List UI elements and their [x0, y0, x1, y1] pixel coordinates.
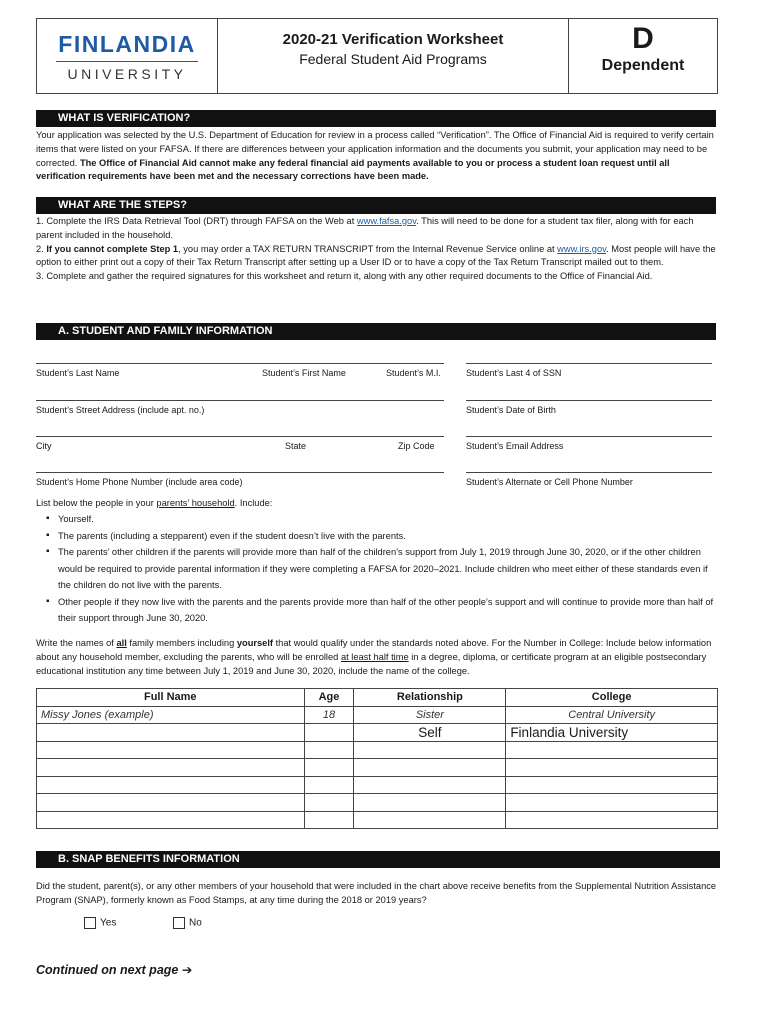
dob-field-line[interactable] [466, 400, 712, 401]
name-cell[interactable] [37, 724, 305, 742]
criteria-item: ▪ The parents (including a stepparent) even if the student doesn’t live with the parents. [36, 528, 716, 545]
steps-list [36, 215, 720, 284]
instructions-text: family members including [126, 638, 237, 648]
no-checkbox[interactable] [173, 917, 185, 929]
ssn-field-line[interactable] [466, 363, 712, 364]
continued-note [36, 962, 192, 977]
section-a-heading: A. STUDENT AND FAMILY INFORMATION [36, 323, 716, 340]
instructions-text: that would qualify under the standards noted above. For the Number in College: Include below information about any household member, excluding the parents, who will be enrolled [36, 638, 712, 662]
criteria-item: ▪ The parents’ other children if the parents will provide more than half of the children’s support from July 1, 2019 through June 30, 2020, or if the other children would be required to provide parental information if they were completing a FAFSA for 2020–2021. Include children who meet either of these standards even if the children do not live with the parents. [36, 544, 716, 594]
example-relationship: Sister [354, 706, 506, 724]
age-cell[interactable] [304, 776, 354, 794]
age-cell[interactable] [304, 741, 354, 759]
verification-text [36, 129, 720, 184]
example-name: Missy Jones (example) [37, 706, 305, 724]
last-name-label: Student’s Last Name [36, 368, 120, 378]
age-cell[interactable] [304, 759, 354, 777]
name-field-line[interactable] [36, 363, 444, 364]
verification-heading: WHAT IS VERIFICATION? [36, 110, 716, 127]
snap-question: Did the student, parent(s), or any other members of your household that were included in the chart above receive benefits from the Supplemental Nutrition Assistance Program (SNAP), formerly known as Food Stamps, at any time during the 2018 or 2019 years? [36, 881, 717, 905]
form-title: 2020-21 Verification Worksheet [282, 31, 504, 48]
instructions-all: all [116, 638, 127, 648]
instructions-half-time: at least half time [340, 651, 409, 662]
title-block [218, 19, 569, 93]
email-field-line[interactable] [466, 436, 712, 437]
college-cell[interactable] [506, 776, 718, 794]
table-row [37, 811, 718, 829]
yes-label: Yes [100, 917, 117, 929]
col-age: Age [304, 689, 354, 707]
college-cell[interactable] [506, 794, 718, 812]
criteria-item: ▪ Yourself. [36, 511, 716, 528]
step-1 [36, 215, 720, 243]
table-row [37, 741, 718, 759]
household-intro [36, 497, 720, 511]
example-college: Central University [506, 706, 718, 724]
instructions-yourself: yourself [236, 638, 274, 648]
home-phone-field-line[interactable] [36, 472, 444, 473]
relationship-cell[interactable]: Self [354, 724, 506, 742]
relationship-cell[interactable] [354, 811, 506, 829]
col-full-name: Full Name [37, 689, 305, 707]
table-header-row [37, 689, 718, 707]
table-row [37, 776, 718, 794]
relationship-cell[interactable] [354, 759, 506, 777]
university-logo [37, 19, 218, 93]
col-college: College [506, 689, 718, 707]
ssn-label: Student’s Last 4 of SSN [466, 368, 562, 378]
city-label: City [36, 441, 52, 451]
form-header [36, 18, 718, 94]
step-1-text-end: . This will need to be done for a student tax filer, along with for each parent included in the household. [36, 216, 694, 240]
alt-phone-label: Student’s Alternate or Cell Phone Number [466, 477, 633, 487]
college-cell[interactable] [506, 741, 718, 759]
continued-text: Continued on next page [36, 963, 179, 977]
address-field-line[interactable] [36, 400, 444, 401]
college-cell[interactable] [506, 811, 718, 829]
right-arrow-icon: ➔ [181, 963, 193, 977]
household-criteria-list [36, 511, 716, 627]
form-subtitle: Federal Student Aid Programs [299, 51, 487, 67]
name-cell[interactable] [37, 811, 305, 829]
instructions-text-end: in a degree, diploma, or certificate program at an eligible postsecondary educational institution any time between July 1, 2019 and June 30, 2020, include the name of the college. [36, 651, 707, 676]
step-3: 3. Complete and gather the required signatures for this worksheet and return it, along with any other required documents to the Office of Financial Aid. [36, 271, 653, 282]
step-2-number: 2. [36, 243, 47, 254]
step-2-text-end: . Most people will have the option to either print out a copy of their Tax Return Transcript after setting up a User ID or to have a copy of the Tax Return Transcript mailed out to them. [36, 243, 716, 268]
yes-checkbox[interactable] [84, 917, 96, 929]
relationship-cell[interactable] [354, 741, 506, 759]
fafsa-link[interactable]: www.fafsa.gov [356, 216, 417, 226]
mi-label: Student’s M.I. [386, 368, 441, 378]
col-relationship: Relationship [354, 689, 506, 707]
verification-bold-notice: The Office of Financial Aid cannot make any federal financial aid payments available to you or process a student loan request until all verification requirements have been met and the necessary corrections have been made. [36, 157, 670, 182]
snap-yes-option[interactable] [84, 917, 116, 929]
family-names-instructions [36, 637, 720, 678]
form-type-label: Dependent [601, 57, 685, 74]
form-type-block [569, 19, 717, 93]
steps-heading: WHAT ARE THE STEPS? [36, 197, 716, 214]
example-age: 18 [304, 706, 354, 724]
name-cell[interactable] [37, 759, 305, 777]
household-intro-end: . Include: [234, 498, 273, 508]
age-cell[interactable] [304, 811, 354, 829]
form-type-letter: D [632, 22, 654, 55]
table-row [37, 794, 718, 812]
logo-wordmark-top: FINLANDIA [58, 30, 196, 57]
verification-body: Your application was selected by the U.S. Department of Education for review in a process called “Verification”. The Office of Financial Aid is required to verify certain items that were listed on your FAFSA. If there are differences between your application information and the documents you submit, your application may need to be corrected. [36, 130, 714, 168]
logo-wordmark-bottom: UNIVERSITY [67, 65, 187, 82]
relationship-cell[interactable] [354, 794, 506, 812]
name-cell[interactable] [37, 794, 305, 812]
section-b-heading: B. SNAP BENEFITS INFORMATION [36, 851, 720, 868]
college-cell[interactable]: Finlandia University [506, 724, 718, 742]
table-row [37, 724, 718, 742]
household-intro-text: List below the people in your [36, 498, 157, 508]
household-intro-underlined: parents’ household [156, 498, 235, 508]
step-1-text: 1. Complete the IRS Data Retrieval Tool (DRT) through FAFSA on the Web at [36, 216, 357, 226]
example-row [37, 706, 718, 724]
no-label: No [189, 917, 202, 929]
criteria-item: ▪ Other people if they now live with the parents and the parents provide more than half of the other people’s support and will continue to provide more than half of their support through June 30, 2020. [36, 594, 716, 627]
alt-phone-field-line[interactable] [466, 472, 712, 473]
state-label: State [285, 441, 307, 451]
step-2-bold: If you cannot complete Step 1 [46, 243, 179, 254]
home-phone-label: Student’s Home Phone Number (include area code) [36, 477, 243, 487]
age-cell[interactable] [304, 724, 354, 742]
name-cell[interactable] [37, 741, 305, 759]
dob-label: Student’s Date of Birth [466, 405, 556, 415]
first-name-label: Student’s First Name [262, 368, 346, 378]
logo-divider [56, 61, 198, 62]
relationship-cell[interactable] [354, 776, 506, 794]
name-cell[interactable] [37, 776, 305, 794]
address-label: Student’s Street Address (include apt. no.) [36, 405, 205, 415]
email-label: Student’s Email Address [466, 441, 564, 451]
step-2-text: , you may order a TAX RETURN TRANSCRIPT from the Internal Revenue Service online at [178, 243, 558, 254]
irs-link[interactable]: www.irs.gov [557, 243, 607, 254]
snap-no-option[interactable] [173, 917, 202, 929]
table-row [37, 759, 718, 777]
zip-label: Zip Code [398, 441, 435, 451]
age-cell[interactable] [304, 794, 354, 812]
college-cell[interactable] [506, 759, 718, 777]
instructions-text: Write the names of [36, 638, 117, 648]
city-state-zip-field-line[interactable] [36, 436, 444, 437]
step-2 [36, 243, 720, 271]
household-members-table [36, 688, 718, 829]
